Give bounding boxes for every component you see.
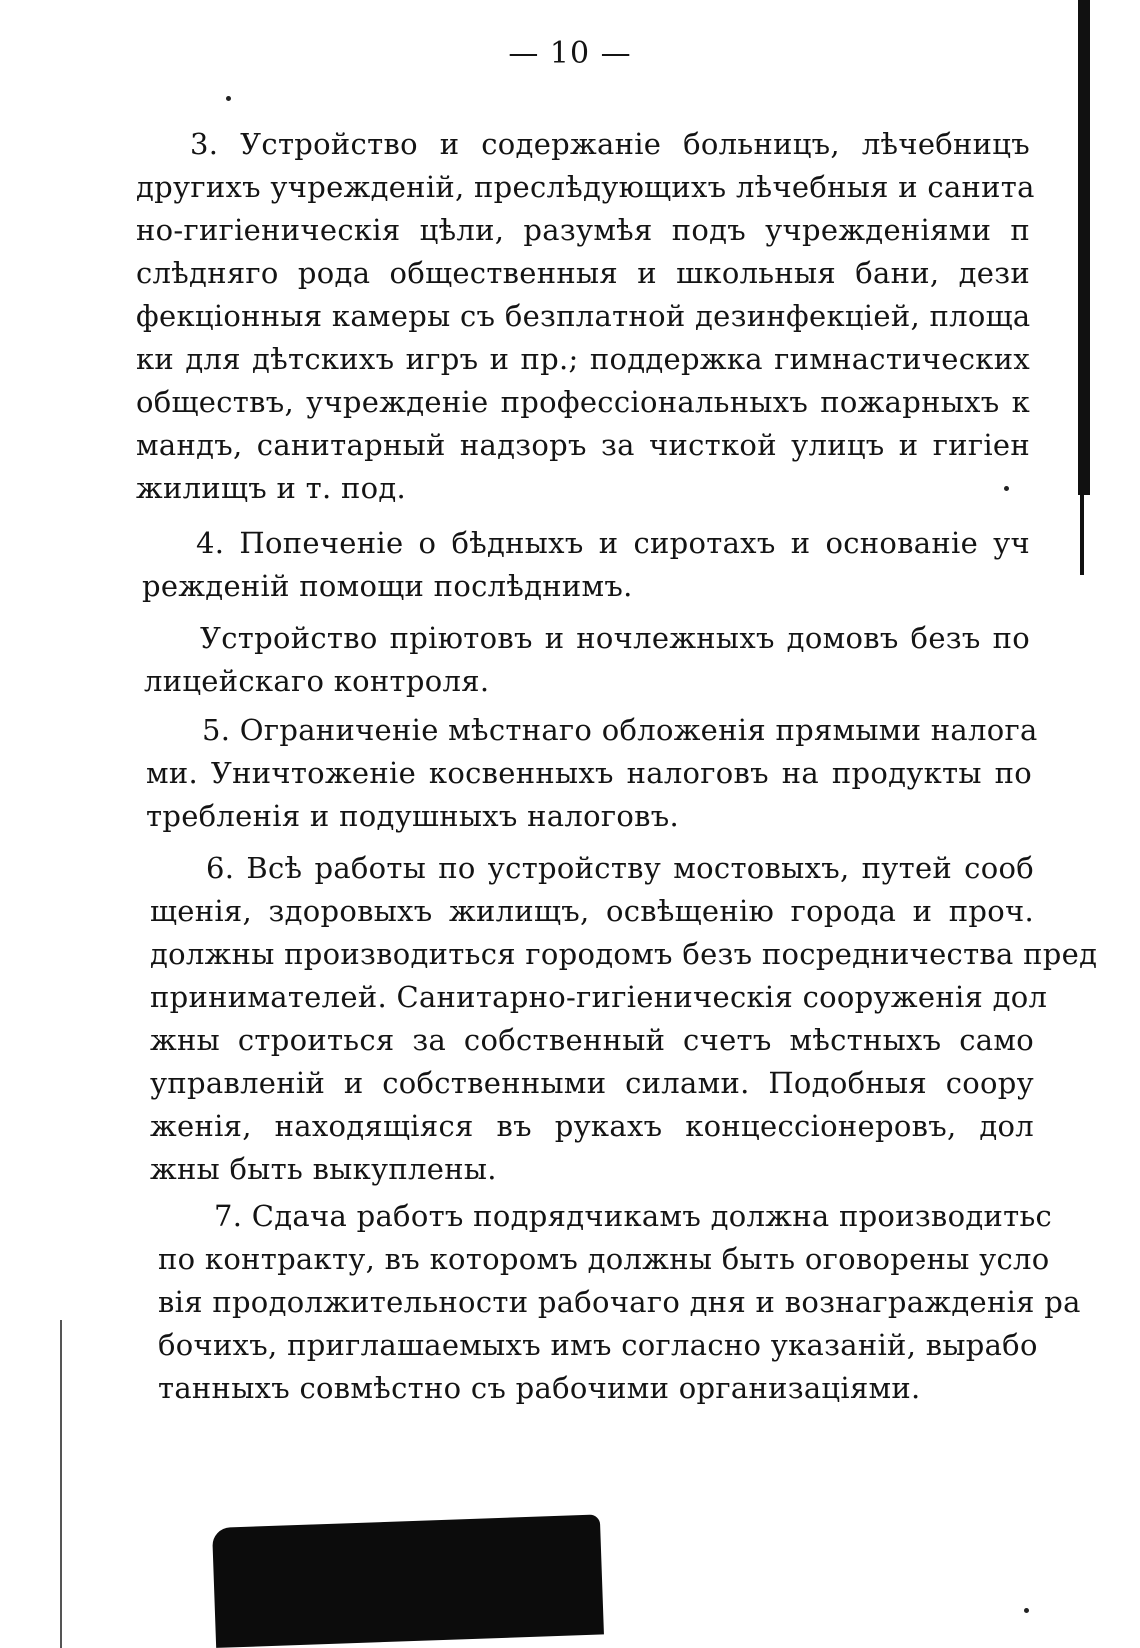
margin-scan-line xyxy=(60,1320,62,1648)
text-line: жны быть выкуплены. xyxy=(150,1152,497,1186)
text-line: обществъ, учрежденіе профессіональныхъ пожарныхъ к xyxy=(136,385,1030,419)
scan-speck xyxy=(226,96,231,101)
text-line: 3. Устройство и содержаніе больницъ, лѣчебницъ xyxy=(190,127,1030,161)
text-line: слѣдняго рода общественныя и школьныя бани, дези xyxy=(136,256,1030,290)
text-line: должны производиться городомъ безъ посредничества пред xyxy=(150,937,1098,971)
text-line: другихъ учрежденій, преслѣдующихъ лѣчебныя и санита xyxy=(136,170,1035,204)
text-line: 6. Всѣ работы по устройству мостовыхъ, путей сооб xyxy=(206,851,1034,885)
text-line: женія, находящіяся въ рукахъ концессіонеровъ, дол xyxy=(150,1109,1034,1143)
text-line: бочихъ, приглашаемыхъ имъ согласно указаній, вырабо xyxy=(158,1328,1038,1362)
scan-speck xyxy=(1024,1608,1029,1613)
text-line: жны строиться за собственный счетъ мѣстныхъ само xyxy=(150,1023,1034,1057)
ink-blot xyxy=(212,1514,604,1647)
text-line: требленія и подушныхъ налоговъ. xyxy=(146,799,680,833)
page-edge-shadow-tail xyxy=(1080,495,1084,575)
text-line: лицейскаго контроля. xyxy=(144,664,490,698)
text-line: мандъ, санитарный надзоръ за чисткой улицъ и гигіен xyxy=(136,428,1030,462)
text-line: режденій помощи послѣднимъ. xyxy=(142,569,633,603)
text-line: Устройство пріютовъ и ночлежныхъ домовъ безъ по xyxy=(200,621,1030,655)
text-line: по контракту, въ которомъ должны быть оговорены усло xyxy=(158,1242,1050,1276)
text-line: 7. Сдача работъ подрядчикамъ должна производитьс xyxy=(214,1199,1053,1233)
text-line: вія продолжительности рабочаго дня и вознагражденія ра xyxy=(158,1285,1081,1319)
text-line: принимателей. Санитарно-гигіеническія сооруженія дол xyxy=(150,980,1048,1014)
text-line: жилищъ и т. под. xyxy=(136,471,407,505)
text-line: управленій и собственными силами. Подобныя соору xyxy=(150,1066,1034,1100)
text-line: фекціонныя камеры съ безплатной дезинфекціей, площа xyxy=(136,299,1031,333)
text-line: танныхъ совмѣстно съ рабочими организаціями. xyxy=(158,1371,921,1405)
page-number: — 10 — xyxy=(508,36,632,71)
scan-speck xyxy=(1004,486,1009,491)
page-edge-shadow xyxy=(1078,0,1090,495)
text-line: ки для дѣтскихъ игръ и пр.; поддержка гимнастических xyxy=(136,342,1030,376)
text-line: 5. Ограниченіе мѣстнаго обложенія прямыми налога xyxy=(202,713,1038,747)
text-line: щенія, здоровыхъ жилищъ, освѣщенію города и проч. xyxy=(150,894,1034,928)
text-line: но-гигіеническія цѣли, разумѣя подъ учрежденіями п xyxy=(136,213,1030,247)
text-line: 4. Попеченіе о бѣдныхъ и сиротахъ и основаніе уч xyxy=(196,526,1030,560)
text-line: ми. Уничтоженіе косвенныхъ налоговъ на продукты по xyxy=(146,756,1032,790)
